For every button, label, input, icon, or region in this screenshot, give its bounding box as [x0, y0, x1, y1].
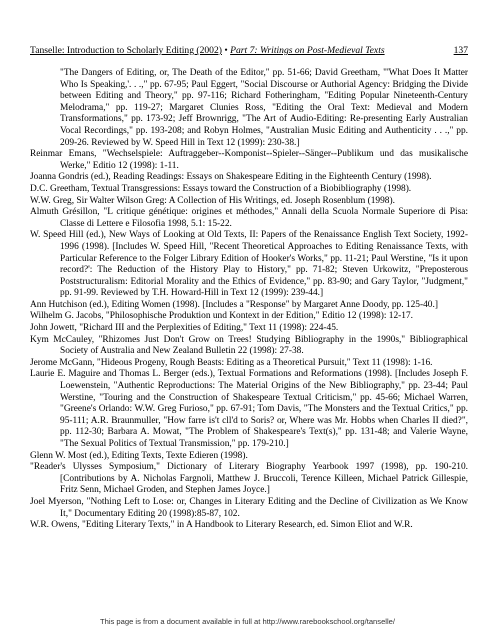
bibliography-entry-myerson: Joel Myerson, "Nothing Left to Lose: or, Changes in Literary Editing and the Decline of Civilization as We Know It," Documentary Editing 20 (1998):85-87, 102. — [30, 496, 468, 519]
page-number: 137 — [453, 45, 468, 56]
bibliography-entry-gresillon: Almuth Grésillon, "L critique génétique: origines et méthodes," Annali della Scuola Normale Superiore di Pisa: Classe di Lettere e Filosofia 1998, 5.1: 15-22. — [30, 207, 468, 229]
header-separator: • — [221, 45, 231, 56]
bibliography-entry-hutchison: Ann Hutchison (ed.), Editing Women (1998). [Includes a "Response" by Margaret Anne Doody, pp. 125-40.] — [30, 299, 438, 310]
bibliography-entry-owens: W.R. Owens, "Editing Literary Texts," in A Handbook to Literary Research, ed. Simon Eliot and W.R. — [30, 520, 413, 531]
bibliography-entry-speed-hill: W. Speed Hill (ed.), New Ways of Looking at Old Texts, II: Papers of the Renaissance English Text Society, 1992-1996 (1998). [Includes W. Speed Hill, "Recent Theoretical Approaches to Editing Renaissance Texts, with Particular Reference to the Folger Library Edition of Hooker's Works," pp. 11-21; Paul Werstine, "Is it upon record?': The Reduction of the History Play to History," pp. 71-82; Steven Urkowitz, "Preposterous Poststructuralism: Editorial Morality and the Ethics of Evidence," pp. 83-90; and Gary Taylor, "Judgment," pp. 91-99. Reviewed by T.H. Howard-Hill in Text 12 (1999): 239-44.] — [30, 230, 468, 299]
bibliography-entry-joanna-gondris: Joanna Gondris (ed.), Reading Readings: Essays on Shakespeare Editing in the Eighteenth Century (1998). — [30, 172, 432, 183]
bibliography-entry-mcgann: Jerome McGann, "Hideous Progeny, Rough Beasts: Editing as a Theoretical Pursuit," Text 11 (1998): 1-16. — [30, 357, 433, 368]
continuation-paragraph: "The Dangers of Editing, or, The Death of the Editor," pp. 51-66; David Greetham, "'What Does It Matter Who Is Speaking,'. . .," pp. 67-95; Paul Eggert, "Social Discourse or Authorial Agency: Bridging the Divide between Editing and Theory," pp. 97-116; Richard Fotheringham, "Editing Popular Nineteenth-Century Melodrama," pp. 119-27; Margaret Clunies Ross, "Editing the Oral Text: Medieval and Modern Transformations," pp. 173-92; Jeff Brownrigg, "The Art of Audio-Editing: Re-presenting Early Australian Vocal Recordings," pp. 193-208; and Robyn Holmes, "Australian Music Editing and Authenticity . . .," pp. 209-26. Reviewed by W. Speed Hill in Text 12 (1999): 230-38.] — [60, 68, 468, 148]
bibliography-entry-greg: W.W. Greg, Sir Walter Wilson Greg: A Collection of His Writings, ed. Joseph Rosenblum (1998). — [30, 195, 395, 206]
bibliography-entry-jacobs: Wilhelm G. Jacobs, "Philosophische Produktion und Kontext in der Edition," Editio 12 (1998): 12-17. — [30, 311, 414, 322]
page-footer: This page is from a document available in full at http://www.rarebookschool.org/tanselle/ — [99, 617, 396, 626]
running-header — [30, 45, 468, 57]
bibliography-entry-reinmar-emans: Reinmar Emans, "Wechselspiele: Auftraggeber--Komponist--Spieler--Sänger--Publikum und das musikalische Werke," Editio 12 (1998): 1-11. — [30, 149, 468, 171]
bibliography-entry-mccauley: Kym McCauley, "Rhizomes Just Don't Grow on Trees! Studying Bibliography in the 1990s," Bibliographical Society of Australia and New Zealand Bulletin 22 (1998): 27-38. — [30, 334, 468, 357]
header-section: Part 7: Writings on Post-Medieval Texts — [230, 45, 385, 56]
bibliography-entry-jowett: John Jowett, "Richard III and the Perplexities of Editing," Text 11 (1998): 224-45. — [30, 323, 339, 334]
bibliography-entry-readers-ulysses: "Reader's Ulysses Symposium," Dictionary of Literary Biography Yearbook 1997 (1998), pp. 190-210. [Contributions by A. Nicholas Fargnoli, Matthew J. Bruccoli, Terence Killeen, Michael Patrick Gillespie, Fritz Senn, Michael Groden, and Stephen James Joyce.] — [30, 462, 468, 496]
header-title: Tanselle: Introduction to Scholarly Editing (2002) — [30, 45, 222, 56]
bibliography-entry-maguire-berger: Laurie E. Maguire and Thomas L. Berger (eds.), Textual Formations and Reformations (1998). [Includes Joseph F. Loewenstein, "Authentic Reproductions: The Material Origins of the New Bibliography," pp. 23-44; Paul Werstine, "Touring and the Construction of Shakespeare Textual Criticism," pp. 45-66; Michael Warren, "Greene's Orlando: W.W. Greg Furioso," pp. 67-91; Tom Davis, "The Monsters and the Textual Critics," pp. 95-111; A.R. Braunmuller, "How farre is't cll'd to Soris? or, Where was Mr. Hobbs when Charles II died?", pp. 112-30; Barbara A. Mowat, "The Problem of Shakespeare's Text(s)," pp. 131-48; and Valerie Wayne, "The Sexual Politics of Textual Transmission," pp. 179-210.] — [30, 369, 468, 449]
bibliography-entry-greetham: D.C. Greetham, Textual Transgressions: Essays toward the Construction of a Biobibliography (1998). — [30, 183, 412, 194]
bibliography-body — [30, 68, 468, 532]
bibliography-entry-most: Glenn W. Most (ed.), Editing Texts, Texte Edieren (1998). — [30, 450, 248, 461]
